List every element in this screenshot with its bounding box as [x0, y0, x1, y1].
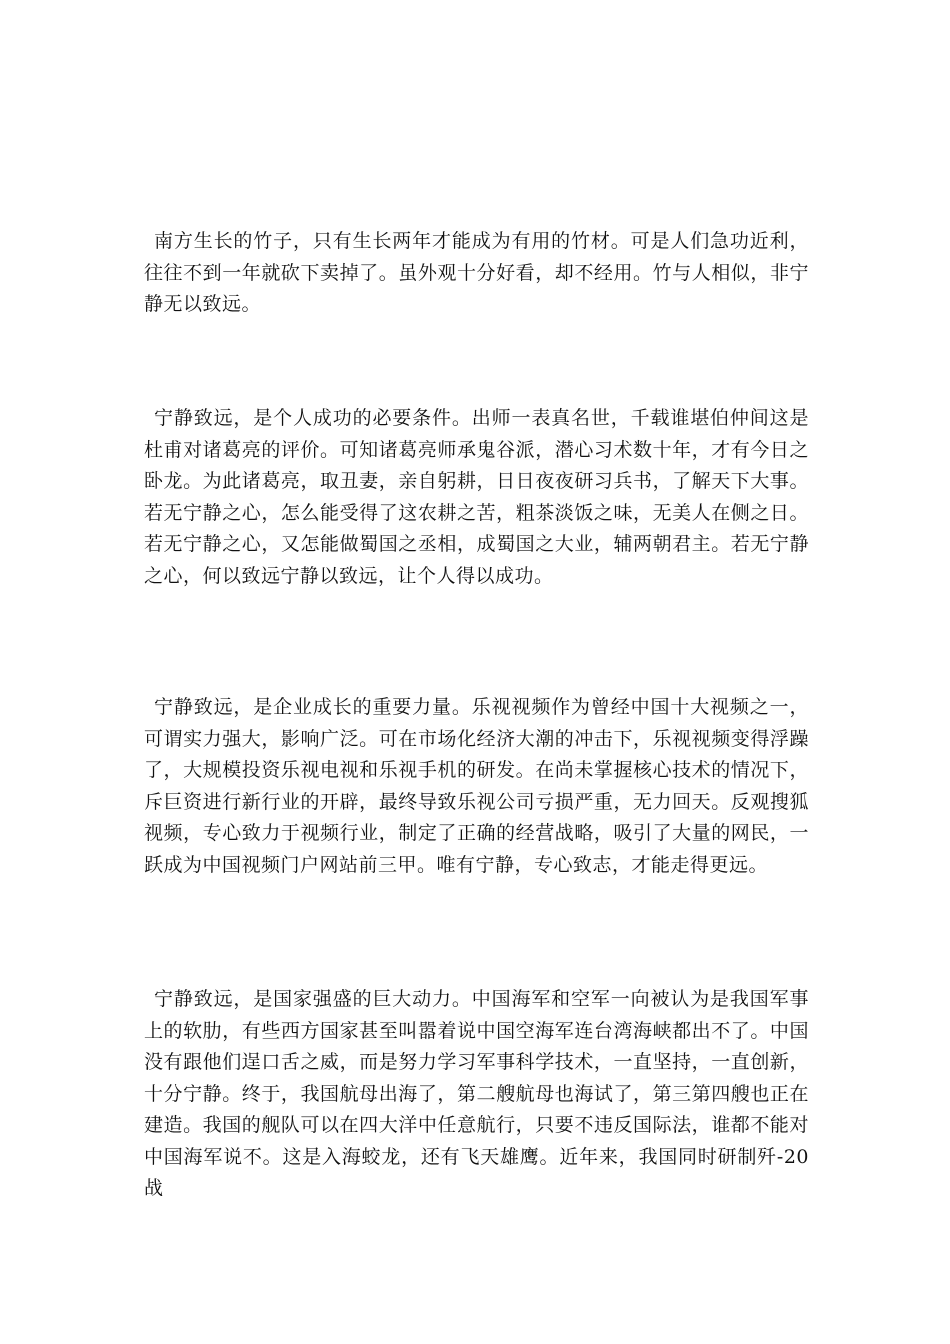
paragraph-personal-success — [144, 403, 809, 592]
paragraph-text: 南方生长的竹子，只有生长两年才能成为有用的竹材。可是人们急功近利，往往不到一年就砍下卖掉了。虽外观十分好看，却不经用。竹与人相似，非宁静无以致远。 — [144, 230, 809, 315]
paragraph-bamboo — [144, 226, 809, 321]
paragraph-text: 宁静致远，是国家强盛的巨大动力。中国海军和空军一向被认为是我国军事上的软肋，有些西方国家甚至叫嚣着说中国空海军连台湾海峡都出不了。中国没有跟他们逞口舌之威，而是努力学习军事科学技术，一直坚持，一直创新，十分宁静。终于，我国航母出海了，第二艘航母也海试了，第三第四艘也正在建造。我国的舰队可以在四大洋中任意航行，只要不违反国际法，谁都不能对中国海军说不。这是入海蛟龙，还有飞天雄鹰。近年来，我国同时研制歼-20战 — [144, 988, 809, 1199]
paragraph-text: 宁静致远，是个人成功的必要条件。出师一表真名世，千载谁堪伯仲间这是杜甫对诸葛亮的评价。可知诸葛亮师承鬼谷派，潜心习术数十年，才有今日之卧龙。为此诸葛亮，取丑妻，亲自躬耕，日日夜夜研习兵书，了解天下大事。若无宁静之心，怎么能受得了这农耕之苦，粗茶淡饭之味，无美人在侧之日。若无宁静之心，又怎能做蜀国之丞相，成蜀国之大业，辅两朝君主。若无宁静之心，何以致远宁静以致远，让个人得以成功。 — [144, 407, 809, 587]
paragraph-enterprise-growth — [144, 692, 809, 881]
paragraph-text: 宁静致远，是企业成长的重要力量。乐视视频作为曾经中国十大视频之一，可谓实力强大，影响广泛。可在市场化经济大潮的冲击下，乐视视频变得浮躁了，大规模投资乐视电视和乐视手机的研发。在尚未掌握核心技术的情况下，斥巨资进行新行业的开辟，最终导致乐视公司亏损严重，无力回天。反观搜狐视频，专心致力于视频行业，制定了正确的经营战略，吸引了大量的网民，一跃成为中国视频门户网站前三甲。唯有宁静，专心致志，才能走得更远。 — [144, 696, 809, 876]
paragraph-national-strength — [144, 984, 809, 1205]
